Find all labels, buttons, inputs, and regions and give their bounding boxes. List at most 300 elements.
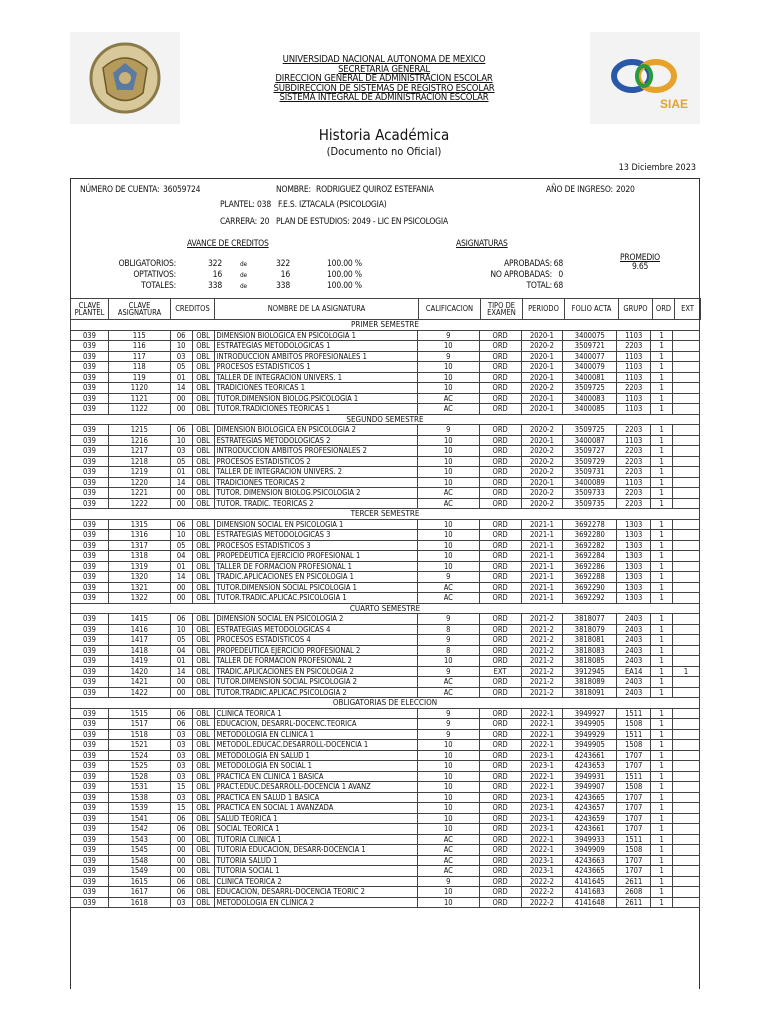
cell-tipo-credito: OBL xyxy=(193,530,215,540)
cell-ord: 1 xyxy=(651,583,673,593)
cell-nombre: ESTRATEGIAS METODOLOGICAS 1 xyxy=(215,341,418,351)
cell-ord: 1 xyxy=(651,394,673,404)
cell-nombre: SALUD TEORICA 1 xyxy=(215,814,418,824)
cell-periodo: 2020-1 xyxy=(522,362,564,372)
cell-folio-acta: 3949933 xyxy=(563,835,617,845)
cell-ext xyxy=(673,751,699,761)
cell-clave-asignatura: 1220 xyxy=(109,478,171,488)
cell-ord: 1 xyxy=(651,478,673,488)
cell-periodo: 2023-1 xyxy=(522,803,564,813)
cell-ext xyxy=(673,824,699,834)
cell-creditos: 04 xyxy=(171,551,193,561)
table-row xyxy=(70,814,700,825)
header-line-3: DIRECCION GENERAL DE ADMINISTRACION ESCOLAR xyxy=(275,73,493,84)
cell-calificacion: AC xyxy=(418,394,480,404)
cell-clave-plantel: 039 xyxy=(71,530,109,540)
cell-calificacion: 10 xyxy=(418,793,480,803)
table-row xyxy=(70,677,700,688)
cell-folio-acta: 3818079 xyxy=(563,625,617,635)
table-row xyxy=(70,898,700,909)
cell-ext xyxy=(673,331,699,341)
cell-creditos: 06 xyxy=(171,719,193,729)
cell-folio-acta: 3509733 xyxy=(563,488,617,498)
cell-nombre: TUTOR.DIMENSION BIOLOG.PSICOLOGIA 1 xyxy=(215,394,418,404)
plantel-value: F.E.S. IZTACALA (PSICOLOGIA) xyxy=(278,200,387,210)
cell-tipo-credito: OBL xyxy=(193,572,215,582)
table-row xyxy=(70,887,700,898)
cell-clave-asignatura: 1318 xyxy=(109,551,171,561)
cell-nombre: TUTOR.DIMENSION SOCIAL PSICOLOGIA 1 xyxy=(215,583,418,593)
table-row xyxy=(70,625,700,636)
cell-calificacion: 10 xyxy=(418,562,480,572)
cell-clave-plantel: 039 xyxy=(71,730,109,740)
cell-tipo-credito: OBL xyxy=(193,625,215,635)
cell-creditos: 03 xyxy=(171,730,193,740)
cell-folio-acta: 3509727 xyxy=(563,446,617,456)
cell-grupo: 2403 xyxy=(617,677,651,687)
table-row xyxy=(70,866,700,877)
cell-periodo: 2021-1 xyxy=(522,562,564,572)
cell-ord: 1 xyxy=(651,856,673,866)
cell-clave-plantel: 039 xyxy=(71,572,109,582)
cell-ord: 1 xyxy=(651,425,673,435)
obligatorios-a: 322 xyxy=(208,259,222,269)
cell-ord: 1 xyxy=(651,383,673,393)
cell-tipo-credito: OBL xyxy=(193,782,215,792)
cell-folio-acta: 3818091 xyxy=(563,688,617,698)
cell-tipo-credito: OBL xyxy=(193,824,215,834)
cell-clave-asignatura: 1524 xyxy=(109,751,171,761)
cell-tipo-examen: ORD xyxy=(480,446,522,456)
cell-clave-asignatura: 1548 xyxy=(109,856,171,866)
cell-ext xyxy=(673,782,699,792)
cell-clave-asignatura: 1316 xyxy=(109,530,171,540)
cell-ord: 1 xyxy=(651,520,673,530)
cell-clave-asignatura: 1518 xyxy=(109,730,171,740)
cell-tipo-examen: ORD xyxy=(480,520,522,530)
cell-clave-asignatura: 1215 xyxy=(109,425,171,435)
table-row xyxy=(70,562,700,573)
cell-nombre: PRACTICA EN SALUD 1 BASICA xyxy=(215,793,418,803)
cell-tipo-credito: OBL xyxy=(193,677,215,687)
table-row xyxy=(70,488,700,499)
plantel-label: PLANTEL: xyxy=(220,200,255,210)
cell-calificacion: 10 xyxy=(418,898,480,908)
cell-clave-plantel: 039 xyxy=(71,404,109,414)
cell-grupo: 2203 xyxy=(617,341,651,351)
table-row xyxy=(70,614,700,625)
cell-tipo-examen: ORD xyxy=(480,572,522,582)
obligatorios-b: 322 xyxy=(276,259,290,269)
cell-nombre: ESTRATEGIAS METODOLOGICAS 3 xyxy=(215,530,418,540)
cell-ext xyxy=(673,656,699,666)
cell-tipo-examen: ORD xyxy=(480,709,522,719)
cell-nombre: PROCESOS ESTADISTICOS 2 xyxy=(215,457,418,467)
cell-tipo-examen: ORD xyxy=(480,751,522,761)
cell-creditos: 06 xyxy=(171,614,193,624)
col-ord: ORD xyxy=(653,299,675,320)
cell-ext xyxy=(673,383,699,393)
cell-grupo: 1303 xyxy=(617,541,651,551)
cell-creditos: 00 xyxy=(171,583,193,593)
cell-calificacion: AC xyxy=(418,835,480,845)
cell-ext xyxy=(673,709,699,719)
cell-tipo-examen: ORD xyxy=(480,352,522,362)
cell-folio-acta: 4141645 xyxy=(563,877,617,887)
cell-periodo: 2020-1 xyxy=(522,404,564,414)
cell-ext xyxy=(673,562,699,572)
cell-tipo-credito: OBL xyxy=(193,478,215,488)
cell-clave-asignatura: 1221 xyxy=(109,488,171,498)
cell-tipo-examen: ORD xyxy=(480,478,522,488)
table-row xyxy=(70,425,700,436)
cell-folio-acta: 4243661 xyxy=(563,824,617,834)
cell-tipo-credito: OBL xyxy=(193,667,215,677)
cell-tipo-examen: ORD xyxy=(480,824,522,834)
cell-periodo: 2022-1 xyxy=(522,709,564,719)
cell-periodo: 2021-1 xyxy=(522,572,564,582)
table-row xyxy=(70,856,700,867)
cell-folio-acta: 3949905 xyxy=(563,740,617,750)
cell-calificacion: 9 xyxy=(418,352,480,362)
cell-grupo: 2203 xyxy=(617,425,651,435)
cell-clave-asignatura: 1222 xyxy=(109,499,171,509)
cell-ord: 1 xyxy=(651,835,673,845)
cell-ext xyxy=(673,730,699,740)
cell-tipo-credito: OBL xyxy=(193,646,215,656)
cell-tipo-credito: OBL xyxy=(193,877,215,887)
table-row xyxy=(70,667,700,678)
table-row xyxy=(70,719,700,730)
cell-ord: 1 xyxy=(651,814,673,824)
cell-nombre: TRADIC.APLICACIONES EN PSICOLOGIA 2 xyxy=(215,667,418,677)
cell-creditos: 10 xyxy=(171,625,193,635)
cell-clave-plantel: 039 xyxy=(71,751,109,761)
cell-clave-asignatura: 1549 xyxy=(109,866,171,876)
cell-nombre: DIMENSION BIOLOGICA EN PSICOLOGIA 2 xyxy=(215,425,418,435)
section-title: PRIMER SEMESTRE xyxy=(70,320,700,331)
table-row xyxy=(70,520,700,531)
section-title: CUARTO SEMESTRE xyxy=(70,604,700,615)
cell-tipo-credito: OBL xyxy=(193,866,215,876)
cell-folio-acta: 3509731 xyxy=(563,467,617,477)
cell-clave-asignatura: 1419 xyxy=(109,656,171,666)
cell-creditos: 06 xyxy=(171,520,193,530)
cell-ext: 1 xyxy=(683,666,689,676)
cell-tipo-examen: ORD xyxy=(480,551,522,561)
cell-clave-plantel: 039 xyxy=(71,541,109,551)
table-row xyxy=(70,772,700,783)
cell-tipo-examen: ORD xyxy=(480,856,522,866)
cell-clave-plantel: 039 xyxy=(71,772,109,782)
siae-text: SIAE xyxy=(660,97,689,111)
cell-tipo-credito: OBL xyxy=(193,635,215,645)
cell-periodo: 2021-2 xyxy=(522,625,564,635)
plan-value: 2049 - LIC EN PSICOLOGIA xyxy=(352,217,448,227)
cell-grupo: 1707 xyxy=(617,856,651,866)
cell-tipo-examen: ORD xyxy=(480,782,522,792)
cell-creditos: 05 xyxy=(171,635,193,645)
cell-tipo-examen: ORD xyxy=(480,835,522,845)
cell-clave-asignatura: 1421 xyxy=(109,677,171,687)
table-row xyxy=(70,635,700,646)
cell-grupo: 2608 xyxy=(617,887,651,897)
cell-clave-asignatura: 1218 xyxy=(109,457,171,467)
cell-grupo: 1707 xyxy=(617,793,651,803)
cell-clave-plantel: 039 xyxy=(71,740,109,750)
cell-ext xyxy=(673,688,699,698)
cell-ext xyxy=(673,530,699,540)
plan-label: PLAN DE ESTUDIOS: xyxy=(276,217,350,227)
cell-ext xyxy=(673,499,699,509)
cell-periodo: 2021-1 xyxy=(522,530,564,540)
cell-ext xyxy=(673,373,699,383)
cell-clave-plantel: 039 xyxy=(71,383,109,393)
cell-calificacion: 9 xyxy=(418,667,480,677)
cell-clave-plantel: 039 xyxy=(71,352,109,362)
promedio-label: PROMEDIO xyxy=(620,253,660,263)
cell-tipo-credito: OBL xyxy=(193,583,215,593)
cell-nombre: TUTORIA SOCIAL 1 xyxy=(215,866,418,876)
cell-ord: 1 xyxy=(651,793,673,803)
cell-tipo-credito: OBL xyxy=(193,341,215,351)
cell-clave-plantel: 039 xyxy=(71,341,109,351)
cell-creditos: 05 xyxy=(171,457,193,467)
cell-grupo: 2203 xyxy=(617,446,651,456)
cell-ord: 1 xyxy=(651,824,673,834)
cell-folio-acta: 3400079 xyxy=(563,362,617,372)
cell-nombre: PROPEDEUTICA EJERCICIO PROFESIONAL 2 xyxy=(215,646,418,656)
cell-nombre: TUTOR.TRADIC.APLICAC.PSICOLOGIA 2 xyxy=(215,688,418,698)
cell-folio-acta: 4141683 xyxy=(563,887,617,897)
cell-clave-plantel: 039 xyxy=(71,362,109,372)
cell-nombre: METODOLOGIA EN CLINICA 1 xyxy=(215,730,418,740)
cell-folio-acta: 3509721 xyxy=(563,341,617,351)
cell-creditos: 04 xyxy=(171,646,193,656)
table-row xyxy=(70,730,700,741)
cell-clave-asignatura: 1321 xyxy=(109,583,171,593)
cell-tipo-examen: ORD xyxy=(480,887,522,897)
carrera-label: CARRERA: xyxy=(220,217,258,227)
cell-folio-acta: 3400089 xyxy=(563,478,617,488)
cell-periodo: 2020-2 xyxy=(522,383,564,393)
cell-ext xyxy=(673,803,699,813)
cell-periodo: 2021-2 xyxy=(522,614,564,624)
cell-tipo-credito: OBL xyxy=(193,614,215,624)
cell-tipo-credito: OBL xyxy=(193,457,215,467)
cell-tipo-credito: OBL xyxy=(193,688,215,698)
cell-grupo: 1707 xyxy=(617,824,651,834)
cell-tipo-credito: OBL xyxy=(193,331,215,341)
cell-ord: 1 xyxy=(651,719,673,729)
cell-tipo-credito: OBL xyxy=(193,499,215,509)
cell-nombre: TUTOR. DIMENSION BIOLOG.PSICOLOGIA 2 xyxy=(215,488,418,498)
cell-clave-plantel: 039 xyxy=(71,551,109,561)
col-calificacion: CALIFICACION xyxy=(419,299,481,320)
cell-clave-plantel: 039 xyxy=(71,583,109,593)
cell-clave-asignatura: 1617 xyxy=(109,887,171,897)
cell-clave-asignatura: 1542 xyxy=(109,824,171,834)
cell-tipo-examen: ORD xyxy=(480,341,522,351)
cell-periodo: 2021-1 xyxy=(522,541,564,551)
cell-grupo: 2403 xyxy=(617,625,651,635)
obligatorios-de: de xyxy=(240,260,247,268)
cell-calificacion: 8 xyxy=(418,646,480,656)
cell-tipo-examen: ORD xyxy=(480,761,522,771)
cell-tipo-examen: ORD xyxy=(480,772,522,782)
cell-tipo-credito: OBL xyxy=(193,551,215,561)
cell-calificacion: 10 xyxy=(418,814,480,824)
cell-nombre: CLINICA TEORICA 1 xyxy=(215,709,418,719)
cell-folio-acta: 3949929 xyxy=(563,730,617,740)
nombre-label: NOMBRE: xyxy=(276,185,311,195)
cell-ext xyxy=(673,646,699,656)
cell-ord: 1 xyxy=(651,572,673,582)
cell-grupo: 2403 xyxy=(617,635,651,645)
cell-calificacion: AC xyxy=(418,866,480,876)
cell-ord: 1 xyxy=(651,898,673,908)
optativos-label: OPTATIVOS: xyxy=(133,270,176,280)
cell-nombre: ESTRATEGIAS METODOLOGICAS 2 xyxy=(215,436,418,446)
cell-grupo: 1707 xyxy=(617,866,651,876)
cell-clave-plantel: 039 xyxy=(71,898,109,908)
cell-ext xyxy=(673,394,699,404)
cell-periodo: 2023-1 xyxy=(522,824,564,834)
table-row xyxy=(70,404,700,415)
cell-tipo-examen: ORD xyxy=(480,719,522,729)
cell-creditos: 15 xyxy=(171,782,193,792)
cell-creditos: 01 xyxy=(171,562,193,572)
cell-tipo-credito: OBL xyxy=(193,761,215,771)
cell-tipo-examen: ORD xyxy=(480,803,522,813)
cell-folio-acta: 3949931 xyxy=(563,772,617,782)
cell-folio-acta: 3400083 xyxy=(563,394,617,404)
cell-grupo: 1303 xyxy=(617,562,651,572)
cell-ord: 1 xyxy=(651,446,673,456)
cell-clave-asignatura: 1219 xyxy=(109,467,171,477)
cell-clave-asignatura: 118 xyxy=(109,362,171,372)
cell-nombre: ESTRATEGIAS METODOLOGICAS 4 xyxy=(215,625,418,635)
cell-tipo-examen: ORD xyxy=(480,740,522,750)
cell-tipo-credito: OBL xyxy=(193,803,215,813)
header-line-1: UNIVERSIDAD NACIONAL AUTONOMA DE MEXICO xyxy=(282,54,486,65)
cell-clave-plantel: 039 xyxy=(71,593,109,603)
cell-calificacion: 10 xyxy=(418,457,480,467)
cell-nombre: TRADICIONES TEORICAS 2 xyxy=(215,478,418,488)
cell-ord: 1 xyxy=(651,625,673,635)
cell-nombre: TUTORIA SALUD 1 xyxy=(215,856,418,866)
cell-tipo-examen: ORD xyxy=(480,866,522,876)
cell-tipo-examen: ORD xyxy=(480,457,522,467)
cell-creditos: 14 xyxy=(171,667,193,677)
cell-calificacion: 9 xyxy=(418,572,480,582)
cell-clave-asignatura: 1121 xyxy=(109,394,171,404)
cell-tipo-examen: ORD xyxy=(480,688,522,698)
cell-ext xyxy=(673,635,699,645)
cell-tipo-credito: OBL xyxy=(193,436,215,446)
cell-tipo-examen: ORD xyxy=(480,635,522,645)
cell-tipo-credito: OBL xyxy=(193,709,215,719)
cell-clave-plantel: 039 xyxy=(71,782,109,792)
cell-calificacion: 10 xyxy=(418,467,480,477)
cell-ext xyxy=(673,541,699,551)
cell-folio-acta: 4243657 xyxy=(563,803,617,813)
cell-folio-acta: 4141648 xyxy=(563,898,617,908)
cell-clave-plantel: 039 xyxy=(71,635,109,645)
optativos-b: 16 xyxy=(280,270,290,280)
cell-periodo: 2021-2 xyxy=(522,667,564,677)
cell-grupo: 2611 xyxy=(617,898,651,908)
cell-nombre: EDUCACION, DESARRL-DOCENC.TEORICA xyxy=(215,719,418,729)
header-line-4: SUBDIRECCION DE SISTEMAS DE REGISTRO ESCOLAR xyxy=(273,82,495,94)
cell-calificacion: 10 xyxy=(418,362,480,372)
header-line-2: SECRETARIA GENERAL xyxy=(338,63,430,75)
cell-creditos: 06 xyxy=(171,814,193,824)
cell-grupo: 1303 xyxy=(617,530,651,540)
cell-creditos: 14 xyxy=(171,572,193,582)
cell-ext xyxy=(673,572,699,582)
cell-periodo: 2022-1 xyxy=(522,740,564,750)
col-tipo-examen: TIPO DE EXAMEN xyxy=(481,299,523,320)
cell-grupo: 2203 xyxy=(617,383,651,393)
no-aprobadas-label: NO APROBADAS: xyxy=(490,270,552,280)
cell-grupo: 1508 xyxy=(617,740,651,750)
cell-tipo-examen: ORD xyxy=(480,530,522,540)
table-row xyxy=(70,740,700,751)
cell-calificacion: 10 xyxy=(418,436,480,446)
cell-tipo-examen: ORD xyxy=(480,656,522,666)
cell-ext xyxy=(673,457,699,467)
cell-nombre: PRACTICA EN SOCIAL 1 AVANZADA xyxy=(215,803,418,813)
plantel-number: 038 xyxy=(257,200,271,210)
cell-ext xyxy=(673,404,699,414)
cell-ext xyxy=(673,467,699,477)
cell-tipo-credito: OBL xyxy=(193,383,215,393)
cell-ord: 1 xyxy=(651,352,673,362)
table-row xyxy=(70,530,700,541)
cell-periodo: 2023-1 xyxy=(522,793,564,803)
cell-clave-plantel: 039 xyxy=(71,488,109,498)
totales-a: 338 xyxy=(208,281,222,291)
cell-clave-plantel: 039 xyxy=(71,677,109,687)
cell-ext xyxy=(673,856,699,866)
subjects-table xyxy=(70,320,700,908)
col-folio-acta: FOLIO ACTA xyxy=(565,299,619,320)
cell-grupo: 1508 xyxy=(617,782,651,792)
cell-periodo: 2021-2 xyxy=(522,646,564,656)
cell-grupo: 1707 xyxy=(617,751,651,761)
cell-tipo-credito: OBL xyxy=(193,887,215,897)
col-ext: EXT xyxy=(675,299,701,320)
cell-ord: 1 xyxy=(651,740,673,750)
cell-folio-acta: 3509725 xyxy=(563,383,617,393)
cell-clave-asignatura: 1415 xyxy=(109,614,171,624)
cell-calificacion: 10 xyxy=(418,530,480,540)
cell-ext xyxy=(673,845,699,855)
cell-folio-acta: 4243659 xyxy=(563,814,617,824)
cell-ord: 1 xyxy=(651,373,673,383)
cell-clave-asignatura: 1525 xyxy=(109,761,171,771)
cell-ext xyxy=(673,761,699,771)
cell-clave-plantel: 039 xyxy=(71,436,109,446)
cell-periodo: 2021-2 xyxy=(522,656,564,666)
cell-folio-acta: 3692292 xyxy=(563,593,617,603)
cell-tipo-examen: EXT xyxy=(480,667,522,677)
cell-grupo: 1103 xyxy=(617,478,651,488)
cell-ord: 1 xyxy=(651,457,673,467)
cell-tipo-credito: OBL xyxy=(193,898,215,908)
cell-ext xyxy=(673,866,699,876)
